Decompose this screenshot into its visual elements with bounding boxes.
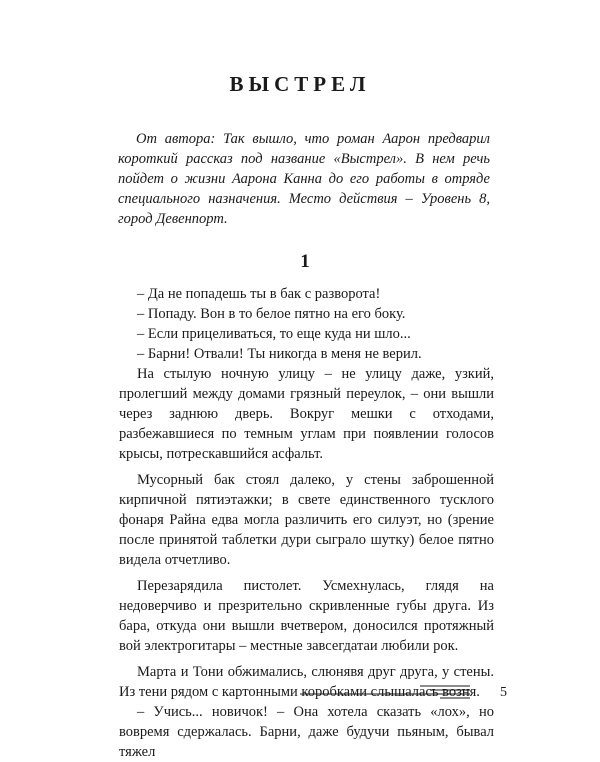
paragraph: – Если прицеливаться, то еще куда ни шло...	[137, 326, 411, 342]
chapter-number: 1	[300, 251, 310, 272]
paragraph: – Барни! Отвали! Ты никогда в меня не верил.	[137, 346, 422, 362]
foreword-text: От автора: Так вышло, что роман Аарон предварил короткий рассказ под название «Выстрел». В нем речь пойдет о жизни Аарона Канна до его работы в отряде специального назначения. Место действия – Уровень 8, город Девенпорт.	[118, 131, 490, 227]
page-number: 5	[500, 685, 507, 700]
footer-ornament	[300, 680, 490, 700]
paragraph: Марта и Тони обжимались, слюнявя друг друга, у стены. Из тени рядом с картонными коробками слышалась возня.	[119, 664, 494, 700]
paragraph: – Учись... новичок! – Она хотела сказать «лох», но вовремя сдержалась. Барни, даже будучи пьяным, бывал тяжел	[119, 704, 494, 760]
paragraph: На стылую ночную улицу – не улицу даже, узкий, пролегший между домами грязный переулок, – они вышли через заднюю дверь. Вокруг мешки с отходами, разбежавшиеся по темным углам при появлении голосов крысы, потрескавшийся асфальт.	[119, 366, 494, 462]
paragraph: – Да не попадешь ты в бак с разворота!	[137, 286, 381, 302]
paragraph: – Попаду. Вон в то белое пятно на его боку.	[137, 306, 406, 322]
paragraph: Перезарядила пистолет. Усмехнулась, глядя на недоверчиво и презрительно скривленные губы друга. Из бара, откуда они вышли вчетвером, доносился протяжный вой электрогитары – местные завсегдатаи любили рок.	[119, 578, 494, 654]
author-foreword	[118, 129, 490, 229]
story-title: ВЫСТРЕЛ	[229, 72, 371, 96]
paragraph: Мусорный бак стоял далеко, у стены заброшенной кирпичной пятиэтажки; в свете единственного тусклого фонаря Райна едва могла различить его силуэт, но (зрение после принятой таблетки дури сыграло шутку) белое пятно видела отчетливо.	[119, 472, 494, 568]
